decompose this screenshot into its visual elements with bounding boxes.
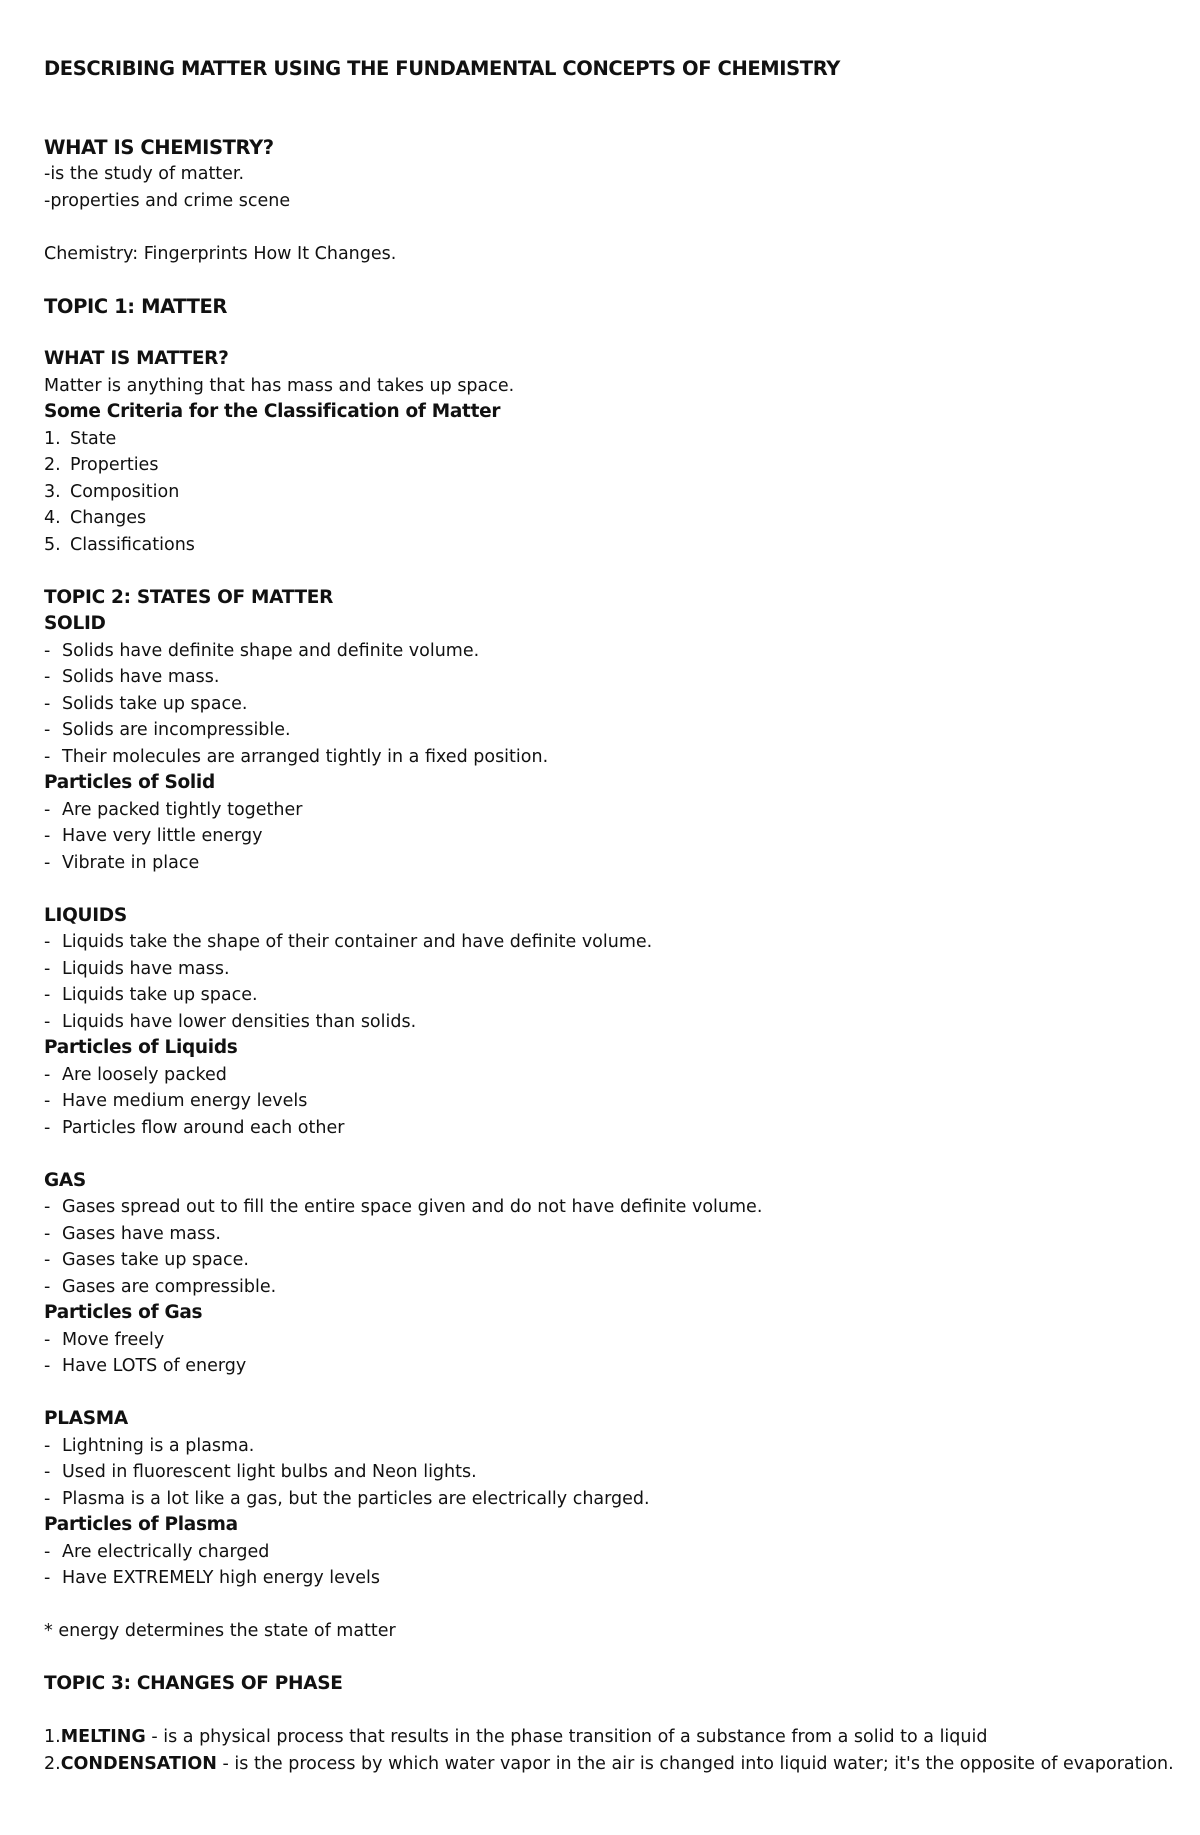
list-item: - Liquids take the shape of their container and have definite volume. xyxy=(44,932,653,952)
list-item: 4. Changes xyxy=(44,508,147,528)
list-item: - Solids have definite shape and definite volume. xyxy=(44,640,480,661)
document-page xyxy=(44,56,1174,1777)
criteria-heading: Some Criteria for the Classification of Matter xyxy=(44,401,501,422)
topic2-heading: TOPIC 2: STATES OF MATTER xyxy=(44,586,334,608)
list-item: - Gases have mass. xyxy=(44,1223,221,1244)
list-item: - Have very little energy xyxy=(44,826,263,846)
what-is-matter-heading: WHAT IS MATTER? xyxy=(44,348,229,369)
list-item: - Lightning is a plasma. xyxy=(44,1435,255,1456)
list-item: - Gases spread out to fill the entire space given and do not have definite volume. xyxy=(44,1197,763,1217)
liquids-heading: LIQUIDS xyxy=(44,904,127,926)
plasma-particles-heading: Particles of Plasma xyxy=(44,1514,238,1535)
topic1-heading: TOPIC 1: MATTER xyxy=(44,294,228,318)
gas-heading: GAS xyxy=(44,1169,86,1191)
list-item: - Liquids have mass. xyxy=(44,958,230,979)
list-item: - Liquids have lower densities than solids. xyxy=(44,1011,417,1032)
liquids-list xyxy=(44,929,1164,1035)
list-item: 3. Composition xyxy=(44,481,180,502)
list-item: - Are packed tightly together xyxy=(44,799,303,820)
list-item: - Have EXTREMELY high energy levels xyxy=(44,1568,381,1588)
phase-changes-list xyxy=(44,1724,1174,1777)
gas-particles-heading: Particles of Gas xyxy=(44,1302,203,1323)
list-item: - Are loosely packed xyxy=(44,1064,227,1085)
list-item: - Have LOTS of energy xyxy=(44,1356,247,1376)
gas-particles-list xyxy=(44,1327,1164,1380)
criteria-list xyxy=(44,426,1164,559)
plasma-particles-list xyxy=(44,1539,1164,1592)
list-item: - Solids have mass. xyxy=(44,667,220,687)
chemistry-note: Chemistry: Fingerprints How It Changes. xyxy=(44,243,397,264)
list-item: - Are electrically charged xyxy=(44,1541,270,1562)
what-is-chemistry-heading: WHAT IS CHEMISTRY? xyxy=(44,136,274,159)
list-item: - Have medium energy levels xyxy=(44,1091,308,1111)
document-title: DESCRIBING MATTER USING THE FUNDAMENTAL CONCEPTS OF CHEMISTRY xyxy=(44,57,840,80)
list-item: - Gases are compressible. xyxy=(44,1276,277,1297)
solid-particles-list xyxy=(44,797,1164,877)
list-item: - Vibrate in place xyxy=(44,852,200,873)
list-item: - Solids take up space. xyxy=(44,693,248,714)
list-item: - Their molecules are arranged tightly in a fixed position. xyxy=(44,746,549,767)
list-item: - Used in fluorescent light bulbs and Neon lights. xyxy=(44,1462,477,1482)
list-item: - Plasma is a lot like a gas, but the particles are electrically charged. xyxy=(44,1488,650,1509)
list-item: - Liquids take up space. xyxy=(44,985,258,1005)
plasma-heading: PLASMA xyxy=(44,1408,128,1429)
solid-list xyxy=(44,638,1164,771)
liquids-particles-heading: Particles of Liquids xyxy=(44,1037,238,1058)
list-item: - Move freely xyxy=(44,1329,165,1350)
chemistry-line: -is the study of matter. xyxy=(44,164,245,184)
list-item: 2. Properties xyxy=(44,455,159,475)
plasma-list xyxy=(44,1433,1164,1513)
solid-particles-heading: Particles of Solid xyxy=(44,772,215,793)
list-item: 1.MELTING - is a physical process that results in the phase transition of a substance from a solid to a liquid xyxy=(44,1727,988,1747)
topic3-heading: TOPIC 3: CHANGES OF PHASE xyxy=(44,1673,343,1694)
solid-heading: SOLID xyxy=(44,613,106,634)
list-item: - Gases take up space. xyxy=(44,1250,249,1270)
list-item: - Particles flow around each other xyxy=(44,1117,345,1138)
matter-definition: Matter is anything that has mass and takes up space. xyxy=(44,375,515,396)
list-item: 5. Classifications xyxy=(44,534,195,555)
gas-list xyxy=(44,1194,1164,1300)
list-item: 2.CONDENSATION - is the process by which water vapor in the air is changed into liquid water; it's the opposite of evaporation. xyxy=(44,1753,1174,1774)
list-item: 1. State xyxy=(44,428,117,449)
list-item: - Solids are incompressible. xyxy=(44,720,291,740)
chemistry-line: -properties and crime scene xyxy=(44,190,291,211)
liquids-particles-list xyxy=(44,1062,1164,1142)
energy-footnote: * energy determines the state of matter xyxy=(44,1621,396,1641)
